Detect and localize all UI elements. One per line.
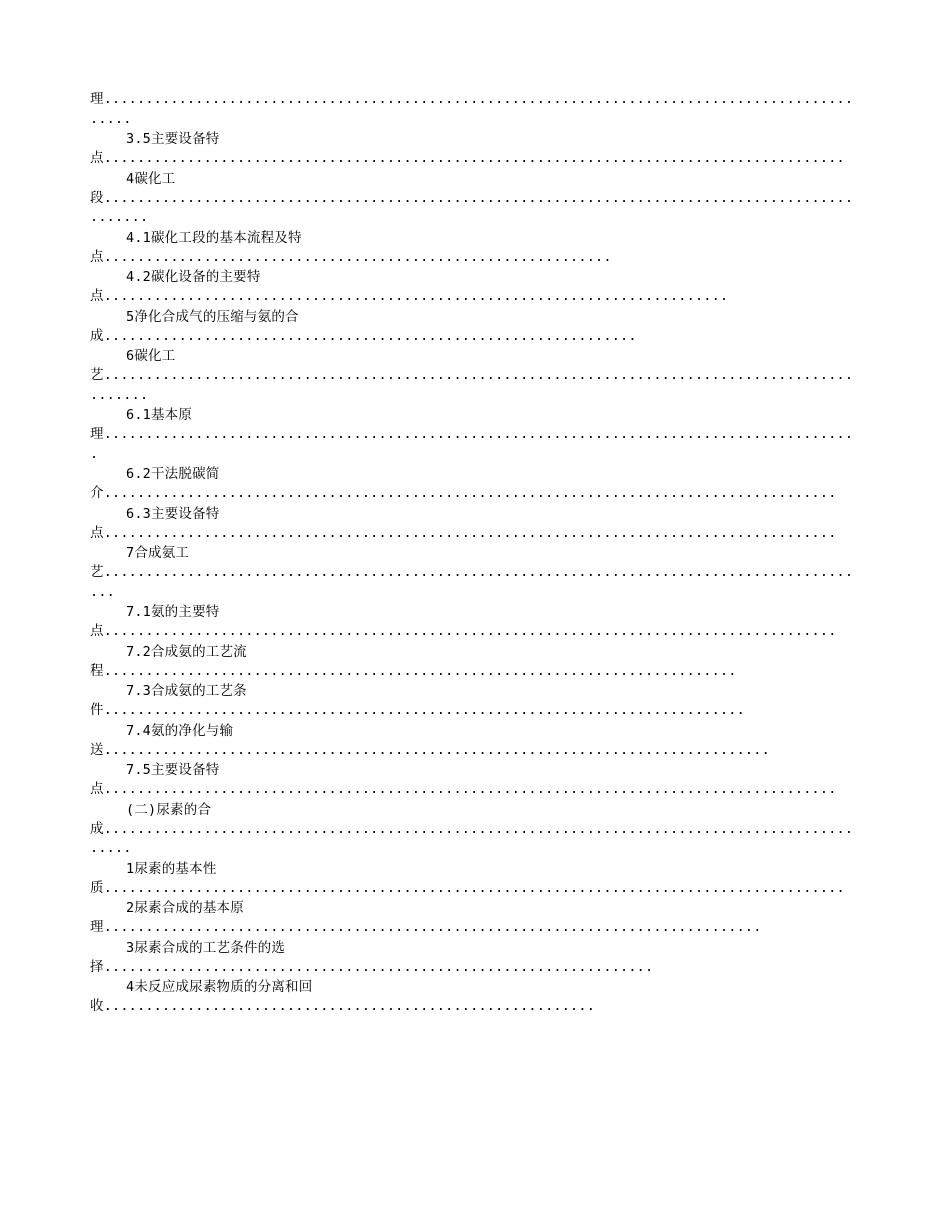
toc-entry[interactable] bbox=[90, 267, 860, 307]
toc-entry[interactable] bbox=[90, 602, 860, 642]
toc-entry[interactable] bbox=[90, 681, 860, 721]
toc-entry[interactable] bbox=[90, 307, 860, 347]
toc-entry[interactable] bbox=[90, 346, 860, 405]
toc-entry-heading: 6.1基本原 bbox=[126, 407, 193, 423]
toc-entry[interactable] bbox=[90, 859, 860, 899]
toc-entry-tail: 理........................................................................................... bbox=[90, 426, 854, 462]
toc-entry bbox=[90, 90, 860, 129]
toc-entry-tail: 点........................................................................................ bbox=[90, 623, 837, 639]
toc-entry-heading: 4.2碳化设备的主要特 bbox=[126, 269, 261, 285]
toc-entry-tail: 点........................................................................................ bbox=[90, 781, 837, 797]
toc-entry-heading: 7合成氨工 bbox=[126, 545, 190, 561]
toc-entry[interactable] bbox=[90, 721, 860, 761]
toc-entry[interactable] bbox=[90, 228, 860, 268]
toc-entry[interactable] bbox=[90, 169, 860, 228]
toc-entry-tail: 艺............................................................................................. bbox=[90, 564, 854, 600]
toc-entry-heading: 6.3主要设备特 bbox=[126, 505, 220, 522]
toc-entry-tail: 点........................................................................................ bbox=[90, 524, 837, 541]
toc-entry-heading: (二)尿素的合 bbox=[126, 801, 212, 818]
toc-entry[interactable] bbox=[90, 800, 860, 859]
toc-entry-heading: 6.2干法脱碳简 bbox=[126, 466, 220, 482]
toc-entry-tail: 点........................................................................... bbox=[90, 288, 729, 304]
toc-entry-tail: 理............................................................................... bbox=[90, 919, 762, 935]
toc-entry[interactable] bbox=[90, 898, 860, 938]
toc-entry-tail: 段................................................................................................. bbox=[90, 189, 854, 225]
toc-entry-tail: 点............................................................. bbox=[90, 248, 612, 265]
toc-entry[interactable] bbox=[90, 504, 860, 544]
toc-entry[interactable] bbox=[90, 543, 860, 602]
toc-entry-heading: 3尿素合成的工艺条件的选 bbox=[126, 939, 286, 956]
toc-entry[interactable] bbox=[90, 938, 860, 978]
toc-entry-tail: 艺................................................................................................. bbox=[90, 367, 854, 403]
toc-entry[interactable] bbox=[90, 405, 860, 464]
toc-entry-heading: 4未反应成尿素物质的分离和回 bbox=[126, 979, 313, 995]
toc-entry-heading: 7.2合成氨的工艺流 bbox=[126, 643, 247, 660]
toc-entry-heading: 3.5主要设备特 bbox=[126, 131, 220, 147]
toc-entry[interactable] bbox=[90, 642, 860, 682]
toc-entry-heading: 6碳化工 bbox=[126, 348, 176, 364]
toc-entry-tail: 件............................................................................. bbox=[90, 702, 745, 718]
toc-entry-heading: 7.5主要设备特 bbox=[126, 762, 220, 778]
toc-entry-tail: 成................................................................ bbox=[90, 327, 637, 344]
toc-entry-heading: 1尿素的基本性 bbox=[126, 860, 217, 877]
toc-entry-tail: 择.................................................................. bbox=[90, 958, 654, 975]
table-of-contents bbox=[90, 90, 860, 1017]
toc-entry-tail: 送................................................................................ bbox=[90, 741, 770, 758]
toc-entry-heading: 4.1碳化工段的基本流程及特 bbox=[126, 229, 302, 246]
toc-entry-heading: 5净化合成气的压缩与氨的合 bbox=[126, 308, 299, 325]
toc-entry-tail: 介........................................................................................ bbox=[90, 485, 837, 501]
toc-entry-tail: 程............................................................................ bbox=[90, 662, 737, 679]
toc-entry-heading: 7.4氨的净化与输 bbox=[126, 722, 234, 739]
toc-entry[interactable] bbox=[90, 760, 860, 800]
toc-entry-tail: 成............................................................................................... bbox=[90, 820, 854, 856]
toc-entry-heading: 2尿素合成的基本原 bbox=[126, 900, 244, 916]
toc-entry[interactable] bbox=[90, 464, 860, 504]
toc-entry[interactable] bbox=[90, 129, 860, 169]
toc-entry-heading: 4碳化工 bbox=[126, 170, 176, 187]
toc-entry-tail: 理............................................................................................... bbox=[90, 91, 854, 127]
toc-entry-tail: 质......................................................................................... bbox=[90, 879, 845, 896]
toc-entry-heading: 7.1氨的主要特 bbox=[126, 604, 220, 620]
toc-entry-tail: 点......................................................................................... bbox=[90, 150, 845, 166]
toc-entry-heading: 7.3合成氨的工艺条 bbox=[126, 683, 247, 699]
toc-entry-tail: 收........................................................... bbox=[90, 998, 596, 1014]
toc-entry[interactable] bbox=[90, 977, 860, 1017]
